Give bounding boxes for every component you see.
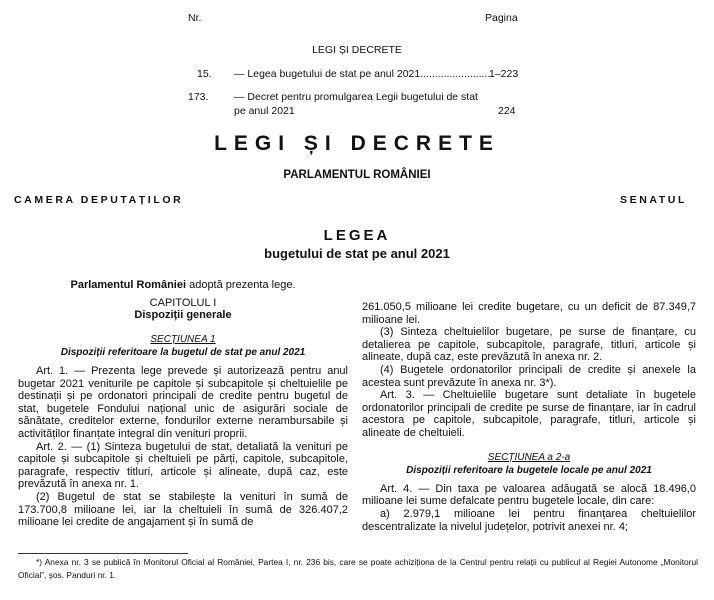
- article-4: Art. 4. — Din taxa pe valoarea adăugată se alocă 18.496,0 milioane lei sume defalcate pentru bugetele locale, din care:: [362, 482, 696, 508]
- section-2-title: Dispoziții referitoare la bugetele locale pe anul 2021: [406, 465, 652, 477]
- article-3: Art. 3. — Cheltuielile bugetare sunt detaliate în bugetele ordonatorilor principali de credite pe surse de finanțare, iar în cadrul acestora pe capitole, subcapitole, paragrafe, titluri, articole și alineate de cheltuieli.: [362, 389, 696, 439]
- toc-entry-nr: 173.: [188, 91, 209, 103]
- law-title: bugetului de stat pe anul 2021: [264, 246, 450, 261]
- article-2-para-2-cont: 261.050,5 milioane lei credite bugetare, cu un deficit de 87.349,7 milioane lei.: [362, 301, 696, 326]
- toc-entry-text[interactable]: [234, 68, 490, 80]
- article-2-para-1: Art. 2. — (1) Sinteza bugetului de stat, detaliată la venituri pe capitole și subcapitole și cheltuieli pe părți, capitole, subcapitole, paragrafe, respectiv titluri, articole și alineate, după caz, este prevăzută în anexa nr. 1.: [18, 440, 348, 491]
- right-column: [362, 301, 696, 533]
- article-2-para-4: (4) Bugetele ordonatorilor principali de credite și anexele la acestea sunt prevăzute în anexa nr. 3*).: [362, 363, 696, 389]
- toc-col-page: Pagina: [485, 12, 518, 24]
- chapter-number: CAPITOLUL I: [149, 296, 217, 309]
- toc-col-nr: Nr.: [188, 12, 202, 24]
- toc-entry-page: 224: [498, 105, 516, 117]
- section-number: SECȚIUNEA 1: [150, 333, 216, 345]
- main-title: LEGI ȘI DECRETE: [214, 132, 500, 155]
- article-4-a: a) 2.979,1 milioane lei pentru finanțarea cheltuielilor descentralizate la nivelul județelor, potrivit anexei nr. 4;: [362, 507, 696, 533]
- toc-entry-nr: 15.: [197, 68, 212, 80]
- article-1: Art. 1. — Prezenta lege prevede și autorizează pentru anul bugetar 2021 veniturile pe capitole și subcapitole și cheltuielile pe destinații și pe ordonatori principali de credite pentru bugetul de stat, bugetele Fondului național unic de asigurări sociale de sănătate, creditelor externe, fondurilor externe nerambursabile și activităților finanțate integral din venituri proprii.: [18, 364, 348, 440]
- article-2-para-2: (2) Bugetul de stat se stabilește la venituri în sumă de 173.700,8 milioane lei, iar la cheltuieli în sumă de 326.407,2 milioane lei credite de angajament și în sumă de: [18, 490, 348, 529]
- toc-dots: ........................: [420, 68, 491, 80]
- toc-entry-text-cont: pe anul 2021: [234, 105, 295, 117]
- chamber-right: SENATUL: [620, 194, 688, 206]
- adoption-subject: Parlamentul României: [70, 279, 187, 291]
- toc-entry-title: — Decret pentru promulgarea Legii bugetului de stat: [234, 91, 478, 103]
- adoption-sentence: [18, 279, 348, 292]
- toc-entry-text[interactable]: [234, 91, 478, 103]
- section-2-number: SECȚIUNEA a 2-a: [487, 451, 571, 463]
- adoption-rest: adoptă prezenta lege.: [186, 279, 296, 291]
- section-title: Dispoziții referitoare la bugetul de stat pe anul 2021: [60, 347, 306, 359]
- parliament-heading: PARLAMENTUL ROMÂNIEI: [283, 169, 431, 181]
- chamber-left: CAMERA DEPUTAȚILOR: [14, 194, 184, 206]
- law-heading: LEGEA: [323, 227, 391, 244]
- footnote-rule: [18, 553, 188, 554]
- toc-section: LEGI ȘI DECRETE: [312, 44, 402, 56]
- left-column: [18, 279, 348, 529]
- article-2-para-3: (3) Sinteza cheltuielilor bugetare, pe surse de finanțare, cu detalierea pe capitole, subcapitole, paragrafe, titluri, articole și alineate, după caz, este prevăzută în anexa nr. 2.: [362, 326, 696, 364]
- toc-entry-page: 1–223: [489, 68, 519, 80]
- toc-entry-title: — Legea bugetului de stat pe anul 2021: [234, 68, 421, 80]
- chapter-title: Dispoziții generale: [134, 309, 232, 322]
- footnote: *) Anexa nr. 3 se publică în Monitorul Oficial al României, Partea I, nr. 236 bis, care se poate achiziționa de la Centrul pentru relații cu publicul al Regiei Autonome „Monitorul Oficial”, șos. Panduri nr. 1.: [18, 557, 698, 580]
